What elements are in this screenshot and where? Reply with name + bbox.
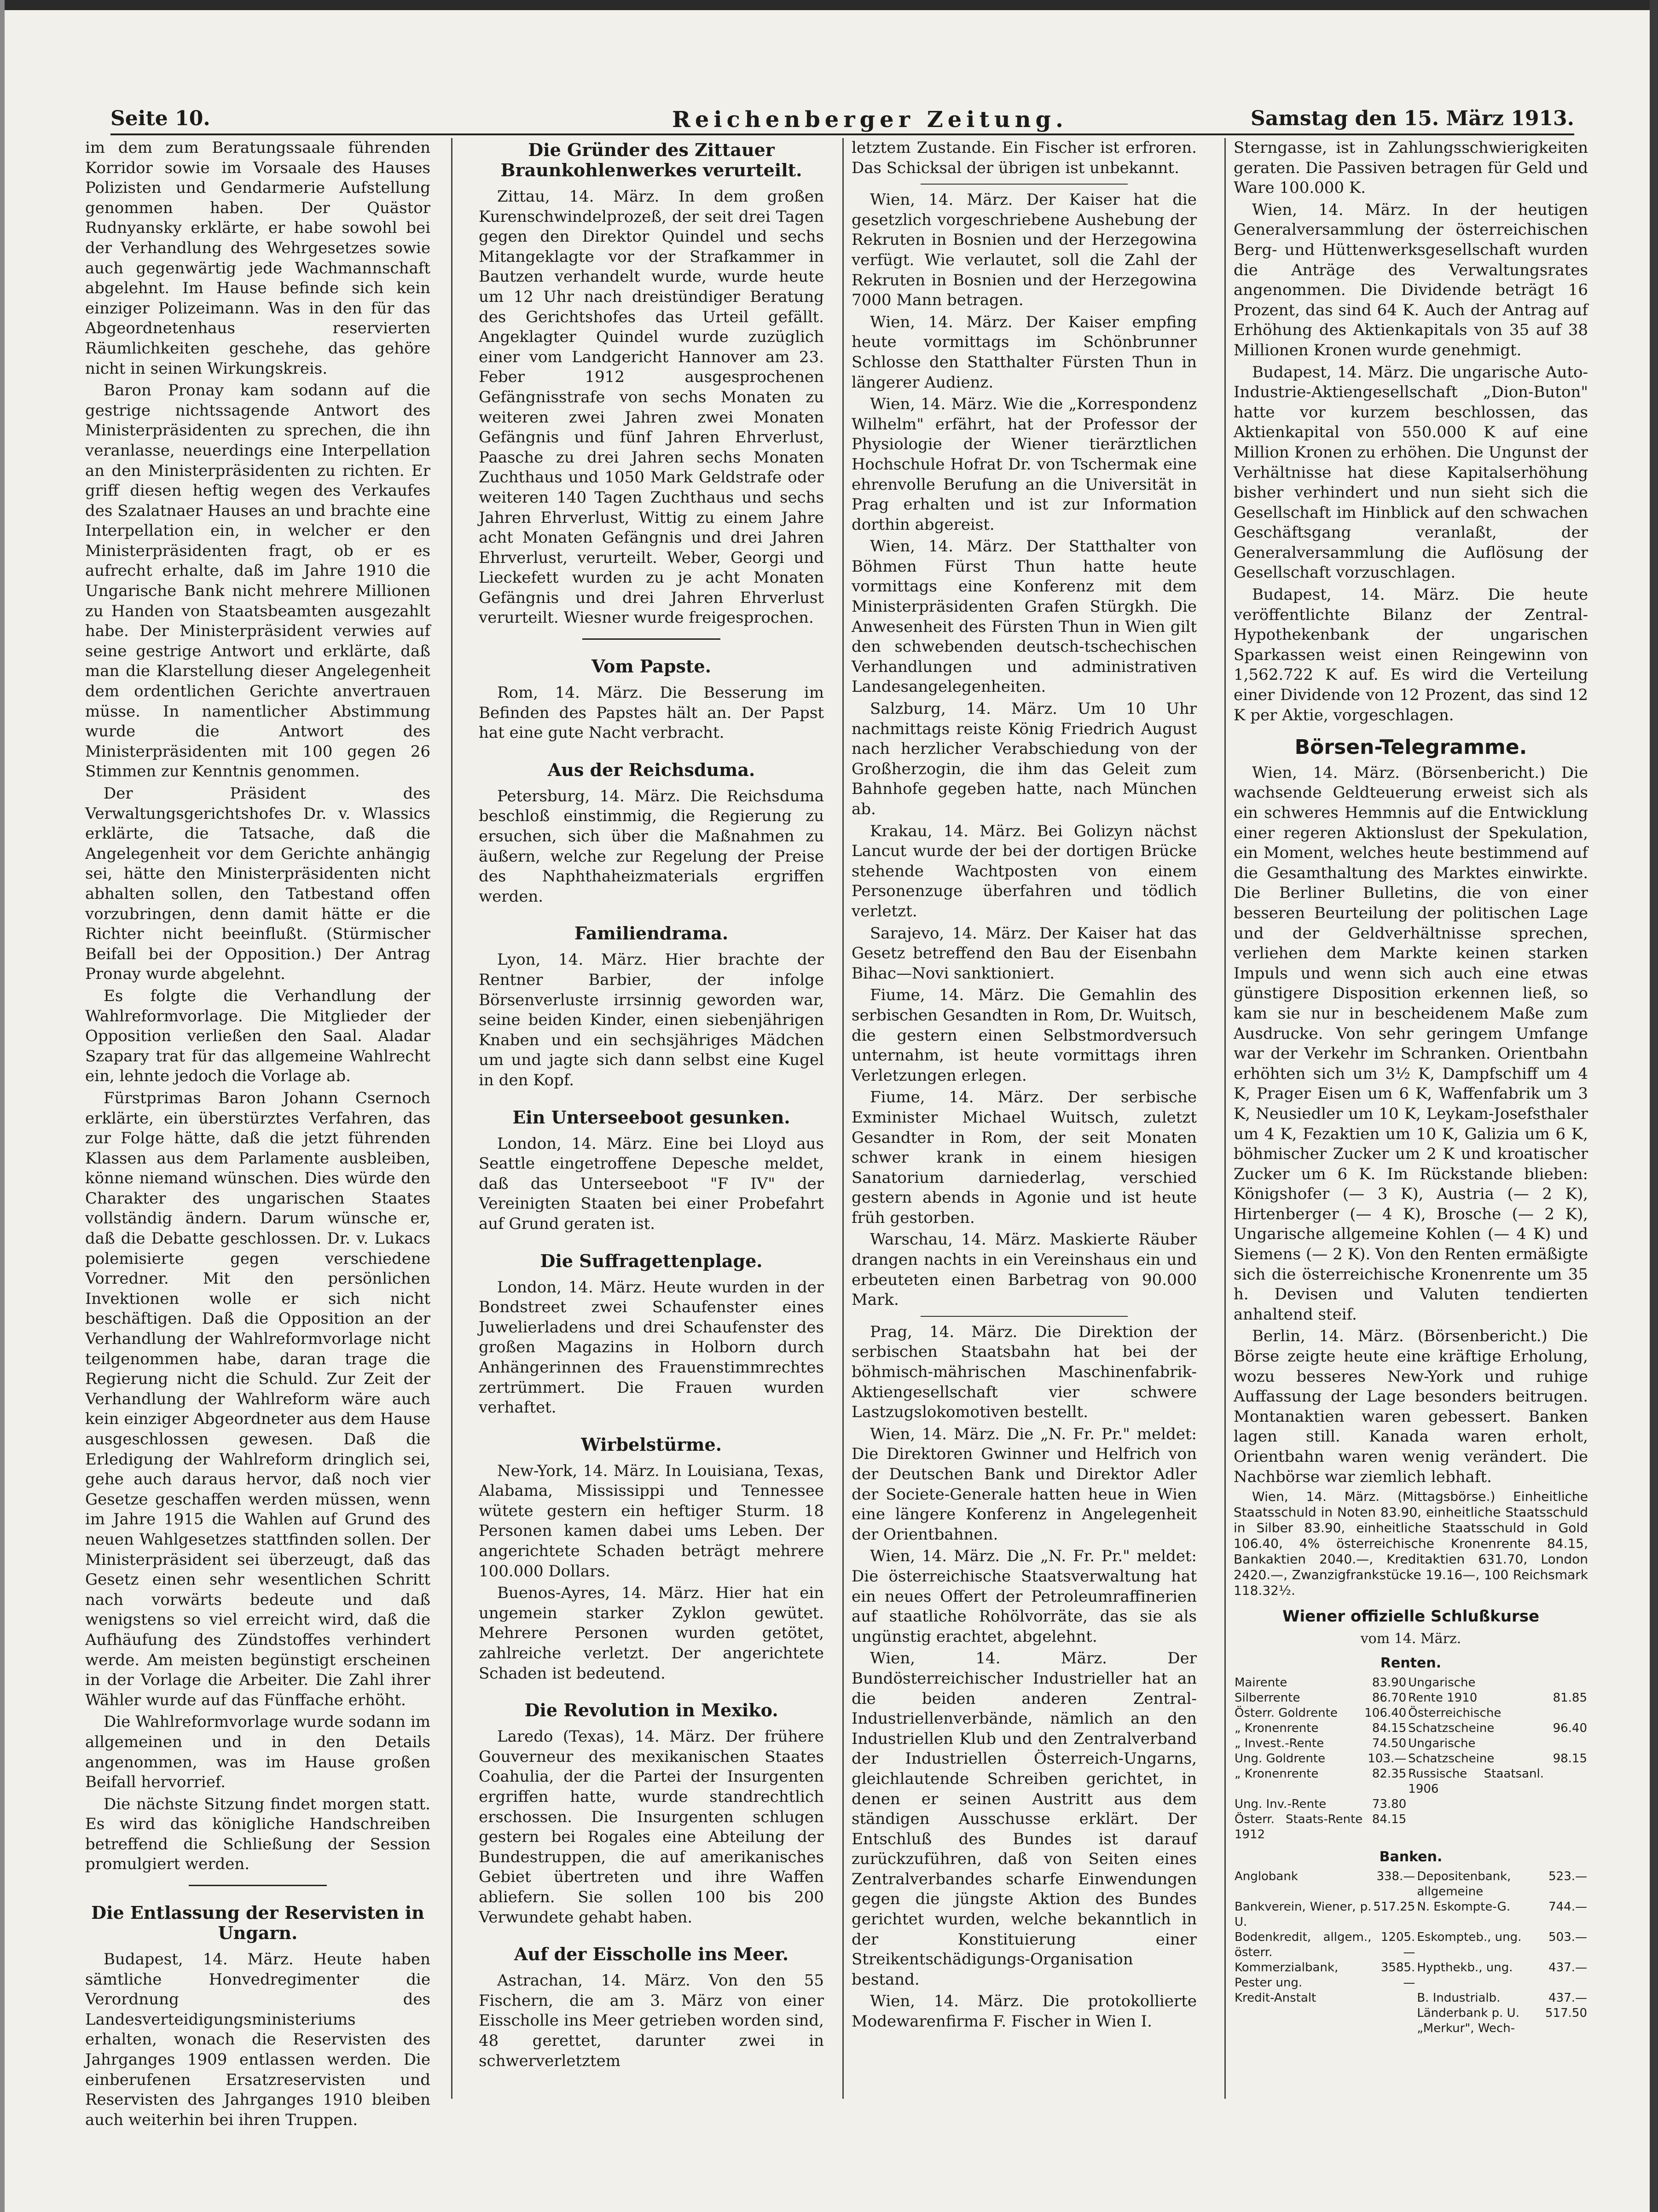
table-cell <box>1544 2021 1588 2036</box>
table-cell: Österr. Goldrente <box>1235 1706 1338 1720</box>
column-rule <box>451 138 452 2099</box>
article-paragraph: Budapest, 14. März. Die ungarische Auto-Industrie-Aktiengesellschaft „Dion-Buton" hatte vor kurzem beschlossen, das Aktienkapital von 550.000 K auf eine Million Kronen zu erhöhen. Die Ungunst der Verhältnisse hat diese Kapitalserhöhung bisher verhindert und nun sieht sich die Gesellschaft im Hinblick auf den schwachen Geschäftsgang veranlaßt, der Generalversammlung die Auflösung der Gesellschaft vorzuschlagen. <box>1234 363 1588 582</box>
table-cell: Länderbank p. U. <box>1417 2006 1519 2020</box>
table-cell: 82.35 <box>1372 1766 1407 1781</box>
article-paragraph: Fiume, 14. März. Die Gemahlin des serbischen Gesandten in Rom, Dr. Wuitsch, die gestern einen Selbstmordversuch unternahm, ist heute vormittags ihren Verletzungen erlegen. <box>852 986 1197 1085</box>
page-number: Seite 10. <box>110 107 210 130</box>
table-cell <box>1372 2021 1416 2036</box>
table-row <box>1234 1899 1588 1930</box>
article-paragraph: Wien, 14. März. (Börsenbericht.) Die wachsende Geldteuerung erweist sich als ein schweres Hemmnis auf die Entwicklung einer regeren Aktionslust der Spekulation, ein Moment, welches heute bestimmend auf die Gesamthaltung des Marktes einwirkte. Die Berliner Bulletins, die von einer besseren Beurteilung der politischen Lage und der Geldverhältnisse sprechen, verliehen dem Markte keinen starken Impuls und wenn sich auch eine etwas günstigere Disposition erkennen ließ, so kam sie nur in bescheidenem Maße zum Ausdrucke. Von sehr geringem Umfange war der Verkehr im Schranken. Orientbahn erhöhten sich um 3½ K, Dampfschiff um 4 K, Prager Eisen um 6 K, Waffenfabrik um 3 K, Neusiedler um 10 K, Leykam-Josefsthaler um 4 K, Fezaktien um 10 K, Galizia um 6 K, böhmischer Zucker um 2 K und kroatischer Zucker um 6 K. Im Rückstande blieben: Königshofer (— 3 K), Austria (— 2 K), Hirtenberger (— 4 K), Brosche (— 2 K), Ungarische allgemeine Kohlen (— 4 K) und Siemens (— 2 K). Von den Renten ermäßigte sich die österreichische Kronenrente um 35 h. Devisen und Valuten tendierten anhaltend steif. <box>1234 763 1588 1324</box>
headline: Aus der Reichsduma. <box>547 759 755 780</box>
article-paragraph: im dem zum Beratungssaale führenden Korridor sowie im Vorsaale des Hauses Polizisten und Gendarmerie Aufstellung genommen haben. Der Quästor Rudnyansky erklärte, er habe sowohl bei der Verhandlung des Wehrgesetzes sowie auch gegenwärtig jede Wachmannschaft abgelehnt. Im Hause befinde sich kein einziger Polizeimann. Was in den für das Abgeordnetenhaus reservierten Räumlichkeiten geschehe, das gehöre nicht in seinen Wirkungskreis. <box>85 139 430 378</box>
table-cell: 517.25 <box>1373 1899 1415 1914</box>
schlusskurse-date: vom 14. März. <box>1360 1630 1461 1647</box>
article-paragraph: Wien, 14. März. Die „N. Fr. Pr." meldet: Die österreichische Staatsverwaltung hat ein neues Offert der Petroleumraffinerien auf staatliche Rohölvorräte, das sie als ungünstig erachtet, abgelehnt. <box>852 1547 1197 1646</box>
table-cell <box>1545 1675 1588 1691</box>
table-row <box>1234 1960 1588 1991</box>
article-paragraph: Astrachan, 14. März. Von den 55 Fischern, die am 3. März von einer Eisscholle ins Meer getrieben worden sind, 48 gerettet, darunter zwei in schwerverletztem <box>479 1971 824 2070</box>
table-cell: Hypthekb., ung. <box>1417 1960 1513 1975</box>
table-row <box>1234 1675 1588 1691</box>
article-paragraph: Laredo (Texas), 14. März. Der frühere Gouverneur des mexikanischen Staates Coahulia, der die Partei der Insurgenten ergriffen hatte, wurde standrechtlich erschossen. Die Insurgenten schlugen gestern bei Rogales eine Abteilung der Bundestruppen, die auf amerikanisches Gebiet übertreten und ihre Waffen abliefern. Sie sollen 100 bis 200 Verwundete gehabt haben. <box>479 1727 824 1927</box>
table-row <box>1234 1691 1588 1706</box>
table-cell: Kredit-Anstalt <box>1235 1991 1316 2005</box>
article-paragraph: Rom, 14. März. Die Besserung im Befinden des Papstes hält an. Der Papst hat eine gute Nacht verbracht. <box>479 683 824 742</box>
column-rule <box>1224 138 1226 2099</box>
table-cell: 73.80 <box>1372 1797 1407 1811</box>
table-row <box>1234 1706 1588 1721</box>
article-paragraph: Fiume, 14. März. Der serbische Exminister Michael Wuitsch, zuletzt Gesandter in Rom, der seit Monaten schwer krank in einem hiesigen Sanatorium darniederlag, verschied gestern abends in Agonie und ist heute früh gestorben. <box>852 1088 1197 1227</box>
table-cell: Österreichische <box>1408 1706 1501 1720</box>
scan-edge-left <box>0 0 5 2212</box>
table-cell: 503.— <box>1548 1930 1587 1944</box>
table-cell: „ Kronenrente <box>1235 1721 1319 1735</box>
article-paragraph: Sterngasse, ist in Zahlungsschwierigkeiten geraten. Die Passiven betragen für Geld und Ware 100.000 K. <box>1234 139 1588 197</box>
column-4 <box>1234 138 1588 2099</box>
table-cell: 103.— <box>1368 1751 1407 1766</box>
table-cell: Mairente <box>1235 1675 1287 1690</box>
article-paragraph: Krakau, 14. März. Bei Golizyn nächst Lancut wurde der bei der dortigen Brücke stehende Wachtposten von einem Personenzuge überfahren und tödlich verletzt. <box>852 822 1197 921</box>
section-rule <box>189 1885 327 1886</box>
table-cell <box>1545 1736 1588 1751</box>
table-cell: 744.— <box>1548 1899 1587 1914</box>
news-divider <box>921 184 1128 185</box>
column-3 <box>852 138 1197 2099</box>
table-cell: Schatzscheine <box>1408 1721 1495 1735</box>
column-rule <box>842 138 844 2099</box>
table-cell: 437.— <box>1548 1960 1587 1975</box>
table-cell: „ Invest.-Rente <box>1235 1736 1324 1750</box>
article-paragraph: Wien, 14. März. Der Kaiser empfing heute vormittags im Schönbrunner Schlosse den Statthalter Fürsten Thun in längerer Audienz. <box>852 313 1197 392</box>
renten-heading: Renten. <box>1380 1655 1442 1672</box>
article-paragraph: New-York, 14. März. In Louisiana, Texas, Alabama, Mississippi und Tennessee wütete gestern ein heftiger Sturm. 18 Personen kamen dabei ums Leben. Der angerichtete Schaden beträgt mehrere 100.000 Dollars. <box>479 1461 824 1581</box>
issue-date: Samstag den 15. März 1913. <box>1251 107 1574 130</box>
table-row <box>1234 1797 1588 1812</box>
boersen-telegramme-heading: Börsen-Telegramme. <box>1294 735 1527 759</box>
table-cell <box>1234 2006 1372 2021</box>
article-paragraph: Der Präsident des Verwaltungsgerichtshofes Dr. v. Wlassics erklärte, die Tatsache, daß die Angelegenheit vor dem Gerichte anhängig sei, hätte den Ministerpräsidenten nicht abhalten sollen, den Tatbestand offen vorzubringen, denn damit hätte er die Richter nicht beeinflußt. (Stürmischer Beifall bei der Opposition.) Der Antrag Pronay wurde abgelehnt. <box>85 784 430 984</box>
headline: Auf der Eisscholle ins Meer. <box>514 1944 789 1965</box>
table-cell: Ungarische <box>1408 1736 1476 1750</box>
table-cell: 81.85 <box>1553 1691 1587 1705</box>
schlusskurse-heading: Wiener offizielle Schlußkurse <box>1282 1607 1540 1626</box>
section-rule <box>582 638 720 640</box>
table-row <box>1234 1721 1588 1736</box>
article-paragraph: London, 14. März. Eine bei Lloyd aus Seattle eingetroffene Depesche meldet, daß das Unterseeboot "F IV" der Vereinigten Staaten bei einer Probefahrt auf Grund geraten ist. <box>479 1134 824 1233</box>
article-paragraph: Wien, 14. März. Die „N. Fr. Pr." meldet: Die Direktoren Gwinner und Helfrich von der Deutschen Bank und Direktor Adler der Societe-Generale hatten heue in Wien eine längere Konferenz in Angelegenheit der Orientbahnen. <box>852 1424 1197 1544</box>
column-1 <box>85 138 430 2129</box>
table-cell <box>1372 2006 1416 2021</box>
article-paragraph: Petersburg, 14. März. Die Reichsduma beschloß einstimmig, die Regierung zu ersuchen, sich über die Maßnahmen zu äußern, welche zur Regelung der Preise des Naphthaheizmaterials ergriffen werden. <box>479 787 824 906</box>
table-cell: 106.40 <box>1364 1706 1407 1720</box>
column-2 <box>479 138 824 2099</box>
table-cell: 338.— <box>1376 1869 1415 1883</box>
article-paragraph: Berlin, 14. März. (Börsenbericht.) Die Börse zeigte heute eine kräftige Erholung, wozu besseres New-York und ruhige Auffassung der Lage besonders beitrugen. Montanaktien waren gebessert. Banken lagen still. Kanada waren erholt, Orientbahn waren wenig verändert. Die Nachbörse war ziemlich lebhaft. <box>1234 1327 1588 1486</box>
renten-table <box>1234 1675 1588 1842</box>
table-cell <box>1407 1812 1545 1842</box>
headline: Wirbelstürme. <box>581 1434 722 1455</box>
mittagsboerse-paragraph: Wien, 14. März. (Mittagsbörse.) Einheitliche Staatsschuld in Noten 83.90, einheitliche Staatsschuld in Silber 83.90, einheitliche Staatsschuld in Gold 106.40, 4% österreichische Kronenrente 84.15, Bankaktien 2040.—, Kreditaktien 631.70, London 2420.—, Zwanzigfrankstücke 19.16—, 100 Reichsmark 118.32½. <box>1234 1489 1588 1598</box>
table-row <box>1234 1736 1588 1751</box>
table-cell <box>1407 1797 1545 1812</box>
article-paragraph: Buenos-Ayres, 14. März. Hier hat ein ungemein starker Zyklon gewütet. Mehrere Personen wurden getötet, zahlreiche verletzt. Der angerichtete Schaden ist bedeutend. <box>479 1584 824 1683</box>
table-cell: „ Kronenrente <box>1235 1766 1319 1781</box>
headline: Familiendrama. <box>574 923 729 944</box>
table-cell: 86.70 <box>1372 1691 1407 1705</box>
article-paragraph: Budapest, 14. März. Heute haben sämtliche Honvedregimenter die Verordnung des Landesverteidigungsministeriums erhalten, wonach die Reservisten des Jahrganges 1909 entlassen werden. Die einberufenen Ersatzreservisten und Reservisten des Jahrganges 1910 bleiben auch weiterhin bei ihren Truppen. <box>85 1950 430 2129</box>
headline: Die Suffragettenplage. <box>540 1250 763 1271</box>
table-cell <box>1545 1797 1588 1812</box>
article-paragraph: Wien, 14. März. Wie die „Korrespondenz Wilhelm" erfährt, hat der Professor der Physiologie der Wiener tierärztlichen Hochschule Hofrat Dr. von Tschermak eine ehrenvolle Berufung an die Universität in Prag erhalten und ist zur Information dorthin abgereist. <box>852 395 1197 534</box>
article-paragraph: Wien, 14. März. Der Statthalter von Böhmen Fürst Thun hatte heute vormittags eine Konferenz mit dem Ministerpräsidenten Grafen Stürgkh. Die Anwesenheit des Fürsten Thun in Wien gilt den schwebenden deutsch-tschechischen Verhandlungen und administrativen Landesangelegenheiten. <box>852 537 1197 696</box>
table-cell: Schatzscheine <box>1408 1751 1495 1766</box>
table-cell: Kommerzialbank, Pester ung. <box>1235 1960 1339 1990</box>
table-cell: 84.15 <box>1372 1812 1407 1826</box>
table-row <box>1234 1930 1588 1960</box>
headline: Die Gründer des Zittauer Braunkohlenwerkes verurteilt. <box>500 139 802 180</box>
table-cell <box>1234 2021 1372 2036</box>
table-cell: 517.50 <box>1545 2006 1587 2020</box>
scan-edge-right <box>1650 0 1658 2212</box>
news-divider <box>921 1316 1128 1317</box>
article-paragraph: Budapest, 14. März. Die heute veröffentlichte Bilanz der Zentral-Hypothekenbank der ungarischen Sparkassen weist einen Reingewinn von 1,562.722 K auf. Es wird die Verteilung einer Dividende von 12 Prozent, das sind 12 K per Aktie, vorgeschlagen. <box>1234 585 1588 724</box>
table-cell: N. Eskompte-G. <box>1417 1899 1511 1914</box>
table-cell: 98.15 <box>1553 1751 1587 1766</box>
article-paragraph: Es folgte die Verhandlung der Wahlreformvorlage. Die Mitglieder der Opposition verließen den Saal. Aladar Szapary trat für das allgemeine Wahlrecht ein, lehnte jedoch die Vorlage ab. <box>85 986 430 1086</box>
table-cell: Ung. Inv.-Rente <box>1235 1797 1327 1811</box>
table-cell: Anglobank <box>1235 1869 1298 1883</box>
article-paragraph: Die Wahlreformvorlage wurde sodann im allgemeinen und in den Details angenommen, was im Hause großen Beifall hervorrief. <box>85 1713 430 1792</box>
table-cell: 84.15 <box>1372 1721 1407 1735</box>
newspaper-title: Reichenberger Zeitung. <box>672 107 1068 133</box>
article-paragraph: Wien, 14. März. Der Kaiser hat die gesetzlich vorgeschriebene Aushebung der Rekruten in Bosnien und der Herzegowina verfügt. Wie verlautet, soll die Zahl der Rekruten in Bosnien und der Herzegowina 7000 Mann betragen. <box>852 191 1197 310</box>
article-paragraph: London, 14. März. Heute wurden in der Bondstreet zwei Schaufenster eines Juwelierladens und drei Schaufenster des großen Magazins in Holborn durch Anhängerinnen des Frauenstimmrechtes zertrümmert. Die Frauen wurden verhaftet. <box>479 1278 824 1417</box>
table-cell: Ungarische <box>1408 1675 1476 1690</box>
table-cell: Rente 1910 <box>1408 1691 1478 1705</box>
table-row <box>1234 1991 1588 2006</box>
article-paragraph: Sarajevo, 14. März. Der Kaiser hat das Gesetz betreffend den Bau der Eisenbahn Bihac—Novi sanktioniert. <box>852 924 1197 983</box>
table-cell: 3585.— <box>1380 1960 1415 1990</box>
table-cell: 74.50 <box>1372 1736 1407 1750</box>
article-paragraph: Warschau, 14. März. Maskierte Räuber drangen nachts in ein Vereinshaus ein und erbeuteten einen Barbetrag von 90.000 Mark. <box>852 1230 1197 1309</box>
headline: Ein Unterseeboot gesunken. <box>512 1106 790 1128</box>
table-cell <box>1372 1991 1416 2006</box>
table-cell: Bankverein, Wiener, p. U. <box>1235 1899 1372 1929</box>
table-cell: 1205.— <box>1380 1930 1415 1959</box>
table-cell: Silberrente <box>1235 1691 1300 1705</box>
table-cell: 96.40 <box>1553 1721 1587 1735</box>
table-cell: „Merkur", Wech- <box>1417 2021 1515 2035</box>
table-cell: 523.— <box>1548 1869 1587 1883</box>
scan-edge-top <box>0 0 1658 10</box>
table-cell: 437.— <box>1548 1991 1587 2005</box>
article-paragraph: Baron Pronay kam sodann auf die gestrige nichtssagende Antwort des Ministerpräsidenten zu sprechen, die ihn veranlasse, neuerdings eine Interpellation an den Ministerpräsidenten zu richten. Er griff diesen heftig wegen des Verkaufes des Szalatnaer Hauses an und brachte eine Interpellation ein, in welcher er den Ministerpräsidenten fragt, ob er es aufrecht erhalte, daß im Jahre 1910 die Ungarische Bank nicht mehrere Millionen zu Handen von Staatsbeamten ausgezahlt habe. Der Ministerpräsident verwies auf seine gestrige Antwort und erklärte, daß man die Klarstellung dieser Angelegenheit dem ordentlichen Gerichte anvertrauen müsse. In namentlicher Abstimmung wurde die Antwort des Ministerpräsidenten mit 100 gegen 26 Stimmen zur Kenntnis genommen. <box>85 381 430 781</box>
table-row <box>1234 2021 1588 2036</box>
table-row <box>1234 1751 1588 1766</box>
article-paragraph: Salzburg, 14. März. Um 10 Uhr nachmittags reiste König Friedrich August nach herzlicher Verabschiedung von der Großherzogin, die ihm das Geleit zum Bahnhofe gegeben hatte, nach München ab. <box>852 700 1197 818</box>
article-paragraph: Prag, 14. März. Die Direktion der serbischen Staatsbahn hat bei der böhmisch-mährischen Maschinenfabrik-Aktiengesellschaft vier schwere Lastzugslokomotiven bestellt. <box>852 1322 1197 1422</box>
table-row <box>1234 1869 1588 1899</box>
table-cell: Eskompteb., ung. <box>1417 1930 1522 1944</box>
table-cell <box>1545 1812 1588 1842</box>
article-paragraph: Wien, 14. März. In der heutigen Generalversammlung der österreichischen Berg- und Hüttenwerksgesellschaft wurden die Anträge des Verwaltungsrates angenommen. Die Dividende beträgt 16 Prozent, das sind 64 K. Auch der Antrag auf Erhöhung des Aktienkapitals von 35 auf 38 Millionen Kronen wurde genehmigt. <box>1234 200 1588 359</box>
table-cell <box>1545 1766 1588 1797</box>
table-cell: Depositenbank, allgemeine <box>1417 1869 1511 1899</box>
header-rule <box>110 133 1574 135</box>
table-cell: Österr. Staats-Rente 1912 <box>1235 1812 1363 1841</box>
table-cell: Russische Staatsanl. 1906 <box>1408 1766 1544 1796</box>
article-paragraph: Wien, 14. März. Die protokollierte Modewarenfirma F. Fischer in Wien I. <box>852 1992 1197 2031</box>
table-cell: Bodenkredit, allgem., österr. <box>1235 1930 1372 1959</box>
headline: Die Revolution in Mexiko. <box>524 1700 778 1721</box>
table-row <box>1234 1812 1588 1842</box>
article-paragraph: Lyon, 14. März. Hier brachte der Rentner Barbier, der infolge Börsenverluste irrsinnig geworden war, seine beiden Kinder, einen siebenjährigen Knaben und ein sechsjähriges Mädchen um und jagte sich dann selbst eine Kugel in den Kopf. <box>479 950 824 1089</box>
banken-table <box>1234 1869 1588 2036</box>
table-cell: B. Industrialb. <box>1417 1991 1501 2005</box>
table-cell: 83.90 <box>1372 1675 1407 1690</box>
article-paragraph: Zittau, 14. März. In dem großen Kurenschwindelprozeß, der seit drei Tagen gegen den Direktor Quindel und sechs Mitangeklagte vor der Strafkammer in Bautzen verhandelt wurde, wurde heute um 12 Uhr nach dreistündiger Beratung des Gerichtshofes das Urteil gefällt. Angeklagter Quindel wurde zuzüglich einer vom Landgericht Hannover am 23. Feber 1912 ausgesprochenen Gefängnisstrafe von sechs Monaten zu weiteren zwei Jahren zwei Monaten Gefängnis und fünf Jahren Ehrverlust, Paasche zu drei Jahren sechs Monaten Zuchthaus und 1050 Mark Geldstrafe oder weiteren 140 Tagen Zuchthaus und sechs Jahren Ehrverlust, Wittig zu einem Jahre acht Monaten Gefängnis und drei Jahren Ehrverlust, verurteilt. Weber, Georgi und Lieckefett wurden zu je acht Monaten Gefängnis und drei Jahren Ehrverlust verurteilt. Wiesner wurde freigesprochen. <box>479 187 824 627</box>
article-paragraph: Fürstprimas Baron Johann Csernoch erklärte, ein überstürztes Verfahren, das zur Folge hätte, daß die jetzt führenden Klassen aus dem Parlamente ausbleiben, könne niemand wünschen. Dies würde den Charakter des ungarischen Staates vollständig ändern. Darum wünsche er, daß die Debatte geschlossen. Dr. v. Lukacs polemisierte gegen verschiedene Vorredner. Mit den persönlichen Invektionen wolle er sich nicht beschäftigen. Daß die Opposition an der Verhandlung der Wahlreformvorlage nicht teilgenommen habe, daran trage die Regierung nicht die Schuld. Zur Zeit der Verhandlung der Wahlreform wäre auch kein einziger Abgeordneter aus dem Hause ausgeschlossen gewesen. Daß die Erledigung der Wahlreform dringlich sei, gehe auch daraus hervor, daß noch vier Gesetze geschaffen werden müssen, wenn im Jahre 1915 die Wahlen auf Grund des neuen Wahlgesetzes stattfinden sollen. Der Ministerpräsident sei überzeugt, daß das Gesetz einen sehr wesentlichen Schritt nach vorwärts bedeute und daß wenigstens so viel erreicht wird, daß die Aufhäufung des Zündstoffes verhindert werde. Am meisten begünstigt erscheinen in der Vorlage die Arbeiter. Die Zahl ihrer Wähler wurde auf das Fünffache erhöht. <box>85 1089 430 1709</box>
table-row <box>1234 1766 1588 1797</box>
headline: Vom Papste. <box>591 656 711 677</box>
table-cell: Ung. Goldrente <box>1235 1751 1326 1766</box>
table-row <box>1234 2006 1588 2021</box>
table-cell <box>1545 1706 1588 1721</box>
article-paragraph: Wien, 14. März. Der Bundösterreichischer Industrieller hat an die beiden anderen Zentral-Industriellenverbände, nämlich an den Industriellen Klub und den Zentralverband der Industriellen Österreich-Ungarns, gleichlautende Schreiben gerichtet, in denen er seinen Austritt aus dem ständigen Ausschusse erklärt. Der Entschluß des Bundes ist darauf zurückzuführen, daß von Seiten eines Zentralverbandes scharfe Einwendungen gegen die jüngste Aktion des Bundes gerichtet wurden, welche bekanntlich in der Konstituierung einer Streikentschädigungs-Organisation bestand. <box>852 1649 1197 1989</box>
article-paragraph: letztem Zustande. Ein Fischer ist erfroren. Das Schicksal der übrigen ist unbekannt. <box>852 139 1197 177</box>
banken-heading: Banken. <box>1379 1848 1443 1865</box>
headline: Die Entlassung der Reservisten in Ungarn. <box>91 1902 424 1944</box>
article-paragraph: Die nächste Sitzung findet morgen statt. Es wird das königliche Handschreiben betreffend die Schließung der Session promulgiert werden. <box>85 1795 430 1874</box>
